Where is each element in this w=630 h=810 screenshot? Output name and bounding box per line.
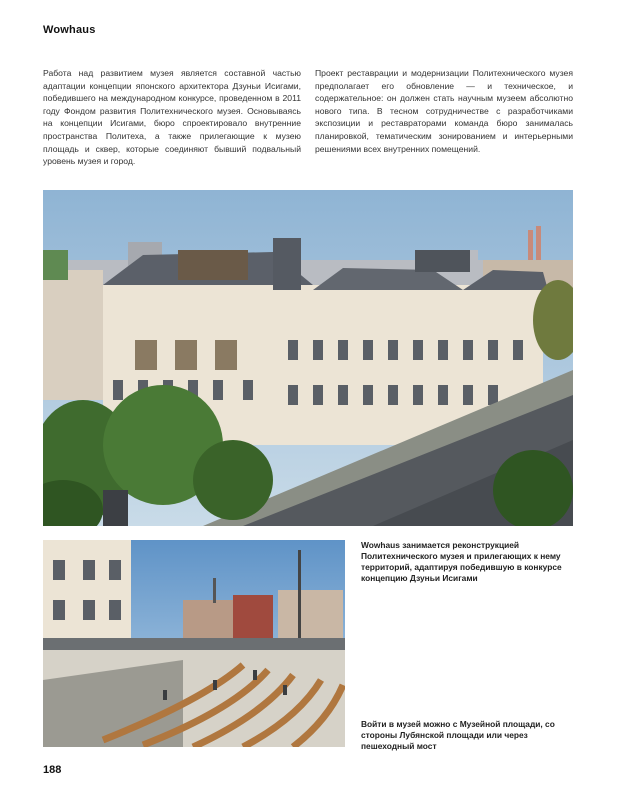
body-text-column-2: Проект реставрации и модернизации Политехнического музея предполагает его обновление — и техническое, и содержательное: он должен стать научным музеем абсолютно нового типа. В тесном сотрудничестве с разработчиками экспозиции и реставраторами команда бюро занималась планировкой, тематическим зонированием и интерьерными решениями всех внутренних помещений. bbox=[315, 68, 573, 154]
photo-museum-square-steps bbox=[43, 540, 345, 747]
left-museum-facade bbox=[43, 540, 131, 650]
page-number: 188 bbox=[43, 764, 62, 776]
caption-steps-photo: Войти в музей можно с Музейной площади, со стороны Лубянской площади или через пешеходный мост bbox=[361, 719, 555, 751]
caption-main-photo: Wowhaus занимается реконструкцией Политехнического музея и прилегающих к нему территорий, адаптируя победившую в конкурсе концепцию Дзуньи Исигами bbox=[361, 540, 562, 583]
magazine-brand-header: Wowhaus bbox=[43, 24, 96, 36]
body-text-column-1: Работа над развитием музея является составной частью адаптации концепции японского архитектора Дзуньи Исигами, победившего на международном конкурсе, проведенном в 2011 году Фондом развития Политехнического музея. Основываясь на концепции Исигами, бюро спроектировало внутренние пространства Политеха, а также прилегающие к музею площадь и сквер, которые соединяют бывший подвальный уровень музея и город. bbox=[43, 68, 301, 167]
main-photo-polytechnic-museum bbox=[43, 190, 573, 526]
